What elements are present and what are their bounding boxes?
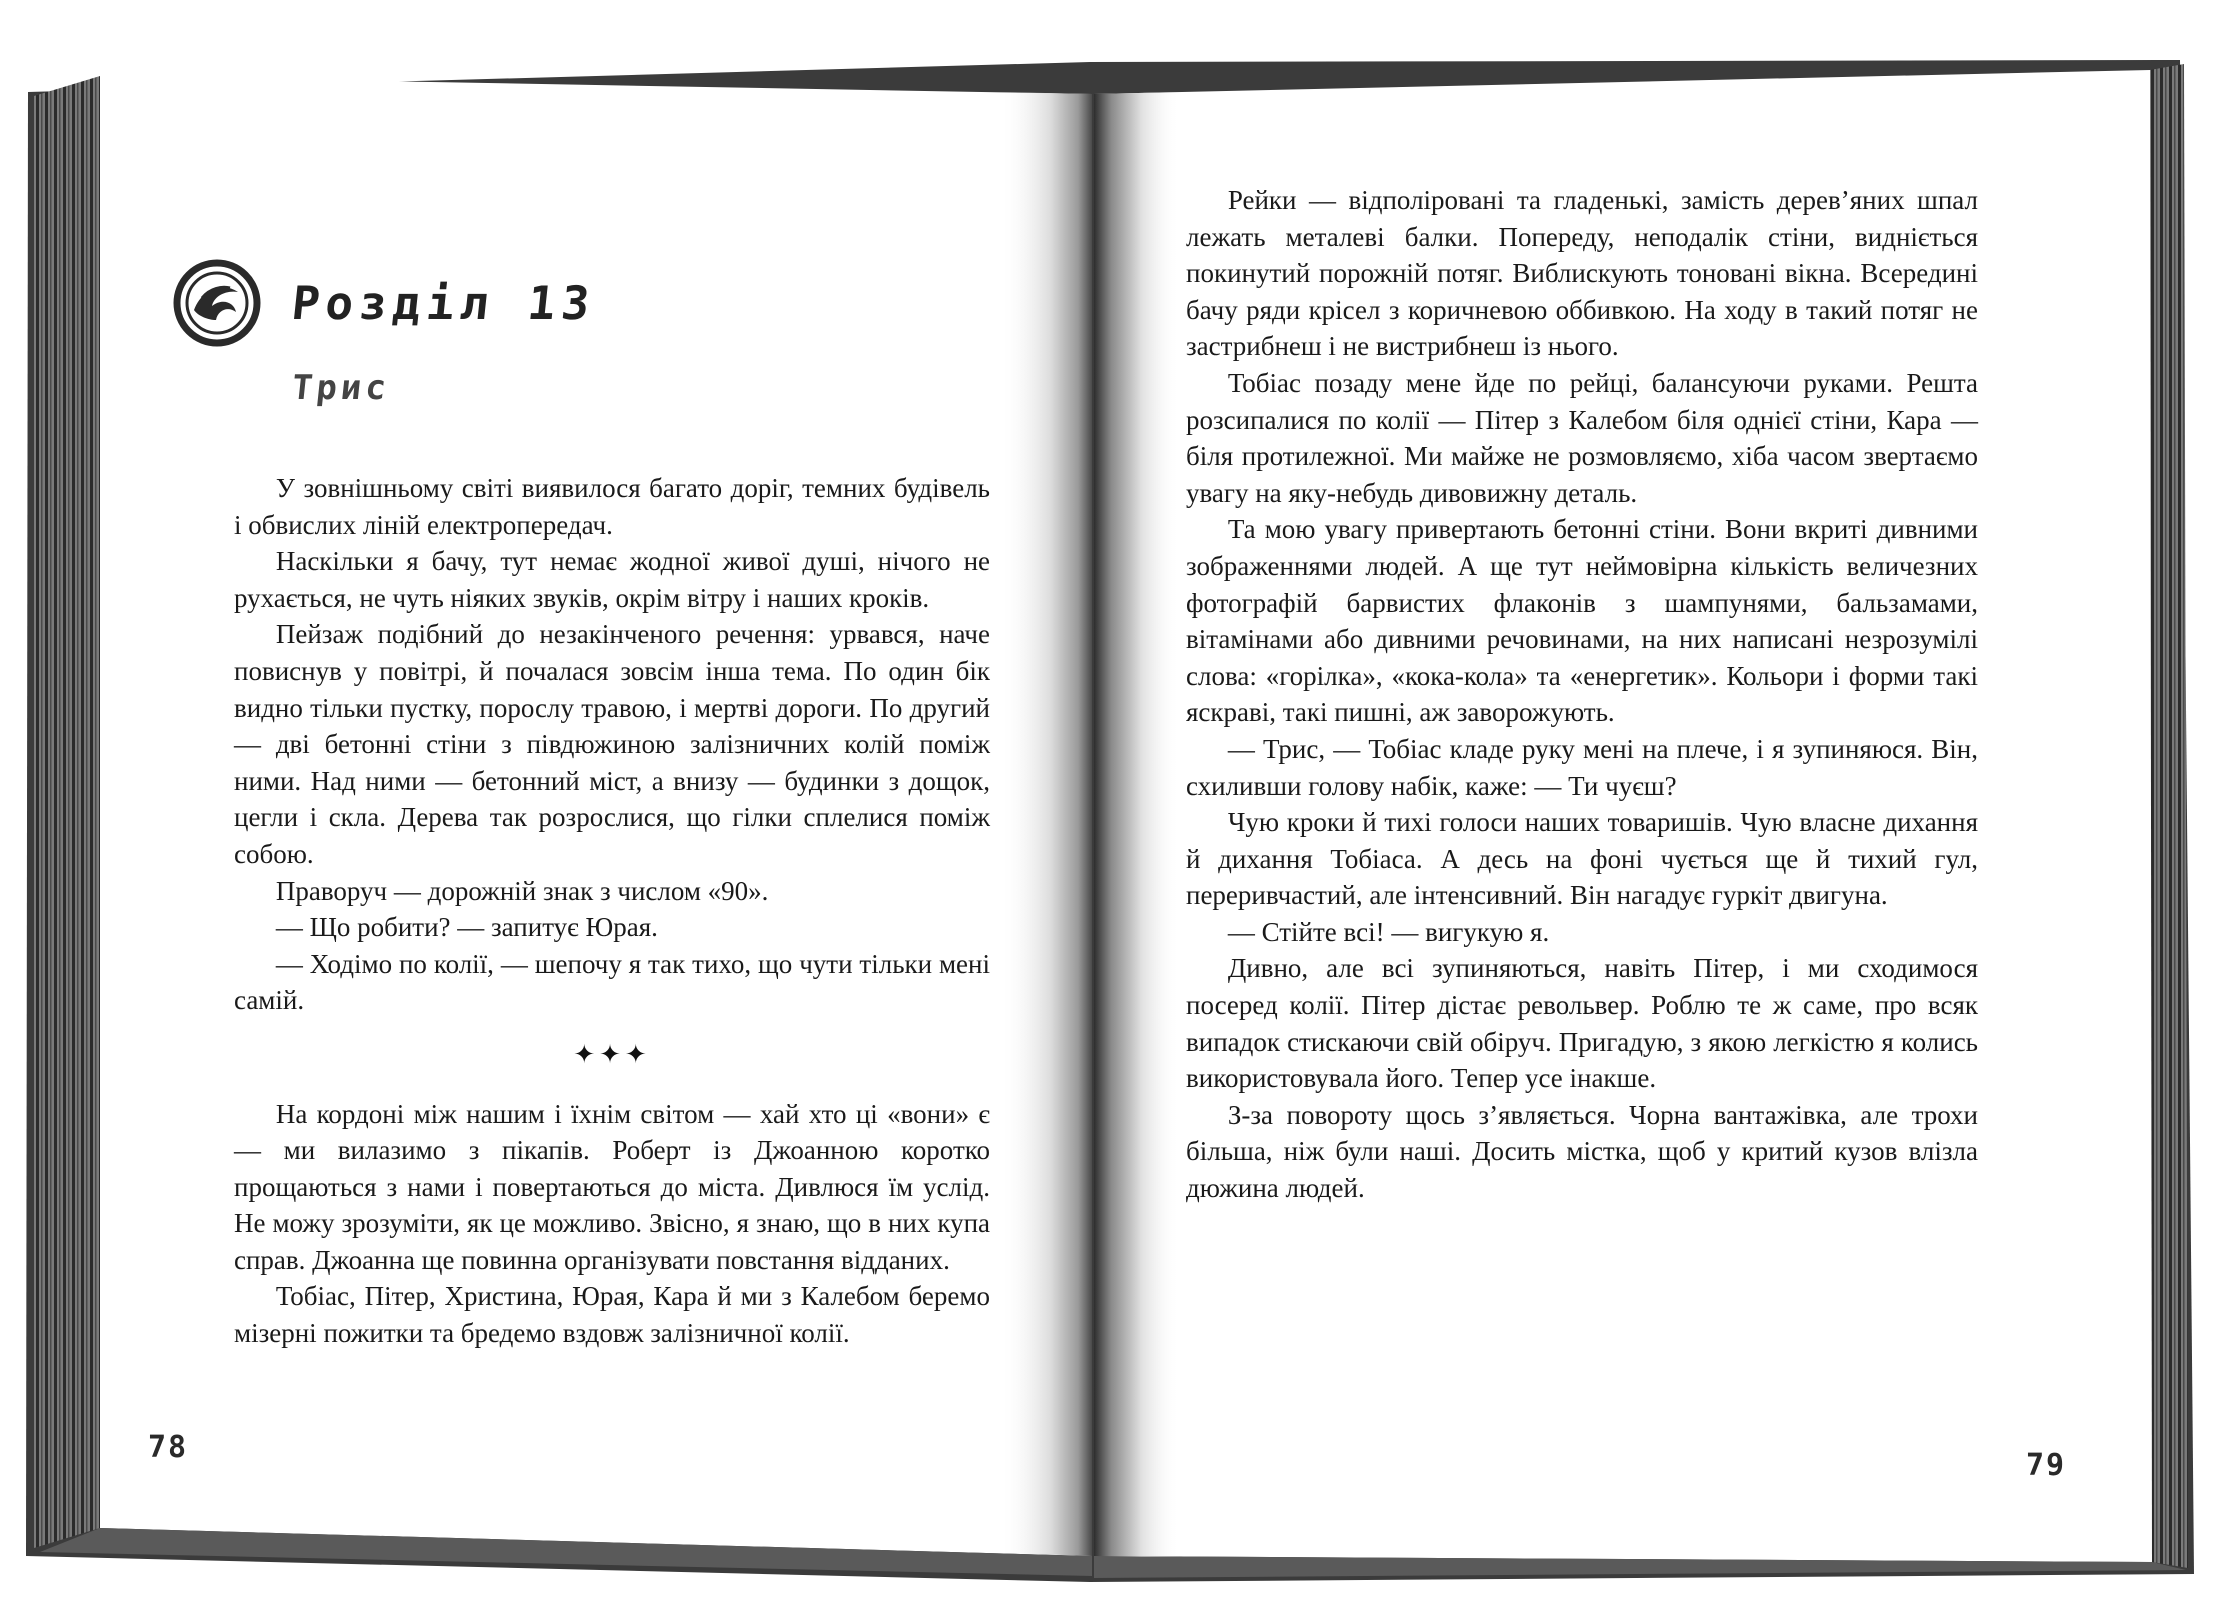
left-page-body bbox=[234, 470, 990, 1352]
gutter-shadow-right bbox=[1094, 92, 1180, 1557]
right-page-body bbox=[1186, 182, 1978, 1207]
paragraph: — Стійте всі! — вигукую я. bbox=[1227, 916, 1550, 947]
paragraph: — Що робити? — запитує Юрая. bbox=[275, 912, 658, 943]
chapter-title: Розділ 13 bbox=[289, 276, 599, 330]
paragraph: Чую кроки й тихі голоси наших товаришів. Чую власне дихання й дихання Тобіаса. А десь на фоні чується ще й тихий гул, переривчастий, але інтенсивний. Він нагадує гуркіт двигуна. bbox=[1186, 807, 1978, 911]
paragraph: У зовнішньому світі виявилося багато доріг, темних будівель і обвислих ліній електропередач. bbox=[234, 473, 990, 540]
right-page-stack bbox=[2150, 64, 2188, 1568]
flame-swirl-emblem-icon bbox=[172, 258, 262, 348]
section-break: ✦✦✦ bbox=[573, 1039, 651, 1070]
page-number-left: 78 bbox=[148, 1430, 189, 1465]
paragraph: Тобіас, Пітер, Христина, Юрая, Кара й ми з Калебом беремо мізерні пожитки та бредемо вздовж залізничної колії. bbox=[234, 1281, 990, 1349]
paragraph: Праворуч — дорожній знак з числом «90». bbox=[275, 875, 769, 906]
paragraph: — Трис, — Тобіас кладе руку мені на плече, і я зупиняюся. Він, схиливши голову набік, каже: — Ти чуєш? bbox=[1186, 733, 1978, 801]
paragraph: Та мою увагу привертають бетонні стіни. Вони вкриті дивними зображеннями людей. А ще тут неймовірна кількість величезних фотографій барвистих флаконів з шампунями, бальзамами, вітамінами або дивними речовинами, на них написані незрозумілі слова: «горілка», «кока-кола» та «енергетик». Кольори і форми такі яскраві, такі пишні, аж заворожують. bbox=[1186, 514, 1978, 728]
chapter-heading bbox=[172, 258, 599, 348]
left-page-stack bbox=[34, 76, 100, 1548]
paragraph: З-за повороту щось з’являється. Чорна вантажівка, але трохи більша, ніж були наші. Досить місткa, щоб у критий кузов влізла дюжина людей. bbox=[1186, 1099, 1978, 1204]
page-number-right: 79 bbox=[2026, 1448, 2067, 1483]
narrator-name: Трис bbox=[289, 368, 392, 408]
paragraph: Пейзаж подібний до незакінченого речення: урвався, наче повиснув у повітрі, й почалася зовсім інша тема. По один бік видно тільки пустку, порослу травою, і мертві дороги. По другий — дві бетонні стіни з півдюжиною залізничних колій поміж ними. Над ними — бетонний міст, а внизу — будинки з дощок, цегли і скла. Дерева так розрослися, що гілки сплелися поміж собою. bbox=[234, 619, 990, 869]
paragraph: — Ходімо по колії, — шепочу я так тихо, що чути тільки мені самій. bbox=[234, 948, 990, 1016]
paragraph: Рейки — відполіровані та гладенькі, замість дерев’яних шпал лежать металеві балки. Попереду, неподалік стіни, видніється покинутий порожній потяг. Виблискують тоновані вікна. Всередині бачу ряди крісел з коричневою оббивкою. На ходу в такий потяг не застрибнеш і не вистрибнеш із нього. bbox=[1186, 185, 1978, 362]
paragraph: Дивно, але всі зупиняються, навіть Пітер, і ми сходимося посеред колії. Пітер дістає револьвер. Роблю те ж саме, про всяк випадок стискаючи свій обіруч. Пригадую, з якою легкістю я колись використовувала його. Тепер усе інакше. bbox=[1186, 953, 1978, 1094]
paragraph: Тобіас позаду мене йде по рейці, балансуючи руками. Решта розсипалися по колії — Пітер з Калебом біля однієї стіни, Кара — біля протилежної. Ми майже не розмовляємо, хіба часом звертаємо увагу на яку-небудь дивовижну деталь. bbox=[1186, 367, 1978, 508]
paragraph: Наскільки я бачу, тут немає жодної живої душі, нічого не рухається, не чуть ніяких звуків, окрім вітру і наших кроків. bbox=[234, 546, 990, 613]
gutter-shadow-left bbox=[1000, 92, 1092, 1556]
paragraph: На кордоні між нашим і їхнім світом — хай хто ці «вони» є — ми вилазимо з пікапів. Роберт із Джоанною коротко прощаються з нами і повертаються до міста. Дивлюся їм услід. Не можу зрозуміти, як це можливо. Звісно, я знаю, що в них купа справ. Джоанна ще повинна організувати повстання відданих. bbox=[234, 1098, 990, 1275]
